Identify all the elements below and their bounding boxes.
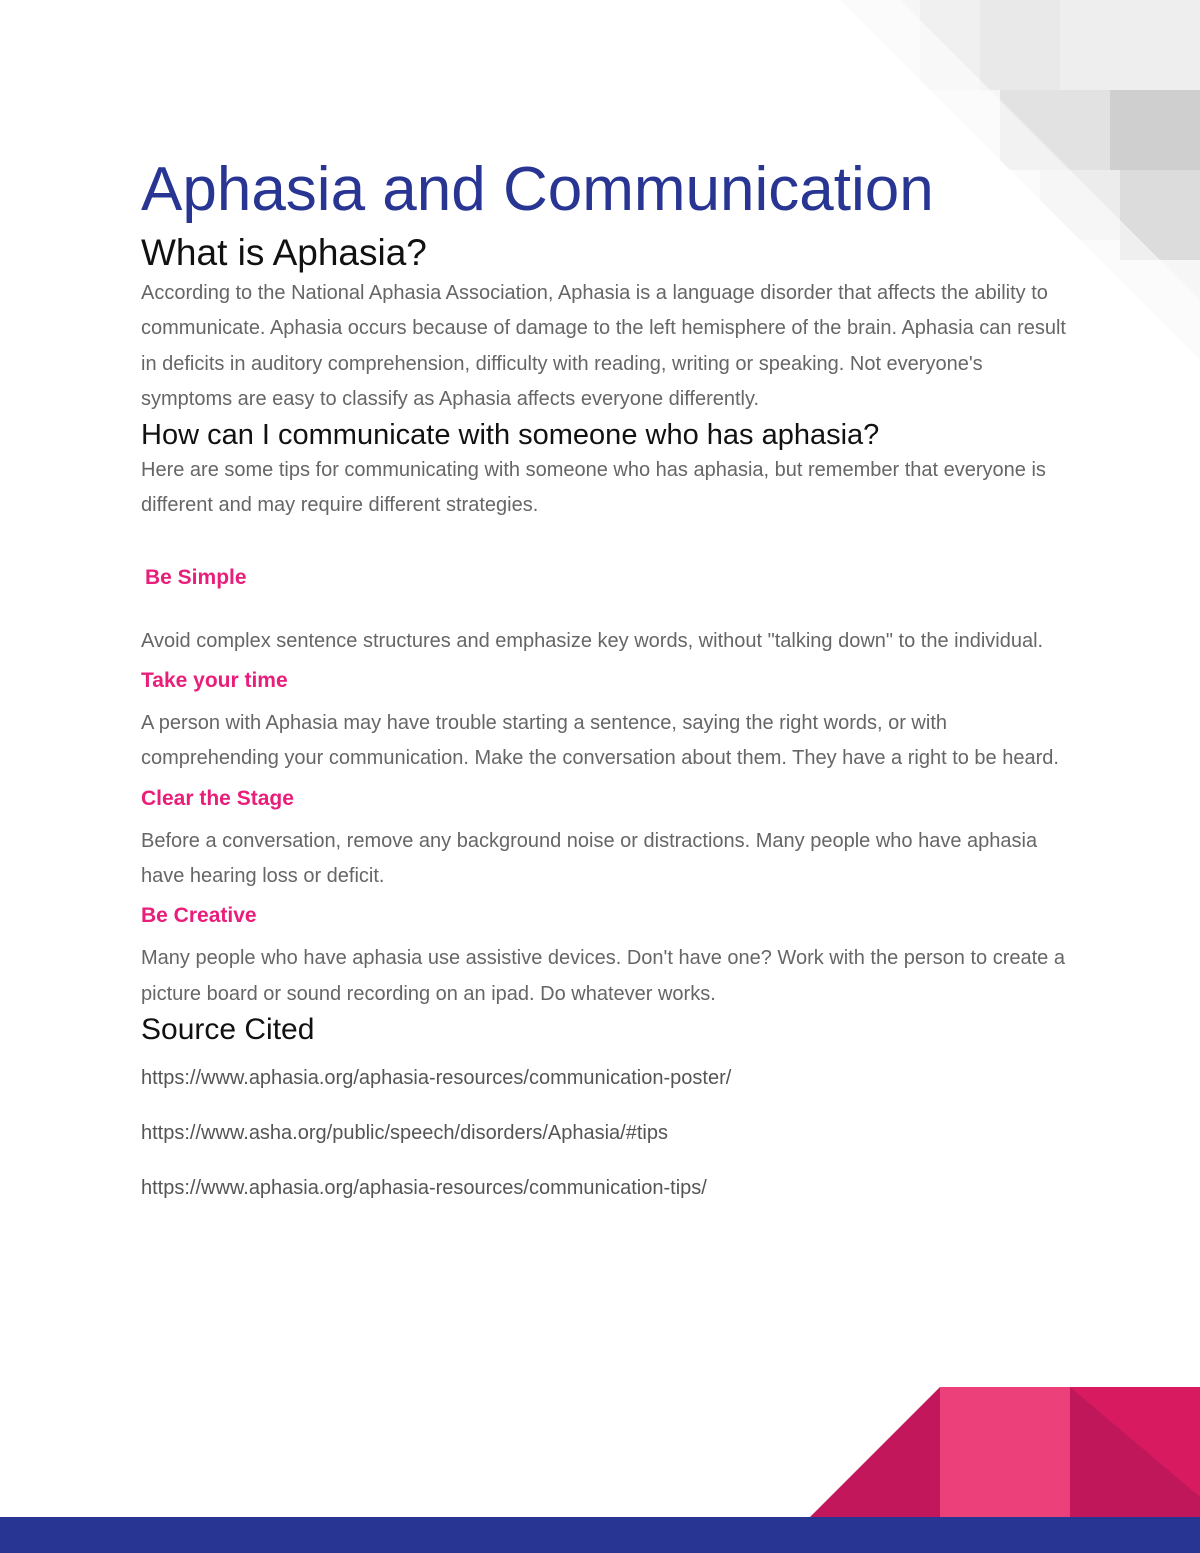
section-heading: How can I communicate with someone who has aphasia? xyxy=(141,419,880,452)
tip-heading: Take your time xyxy=(141,669,288,693)
tip-item xyxy=(141,902,1071,1012)
tip-item xyxy=(141,667,1071,777)
tip-item xyxy=(141,785,1071,895)
tip-text: Before a conversation, remove any background noise or distractions. Many people who have aphasia have hearing loss or deficit. xyxy=(141,829,1038,887)
source-link[interactable]: https://www.asha.org/public/speech/disorders/Aphasia/#tips xyxy=(141,1121,668,1144)
sources-list xyxy=(141,1064,1071,1202)
sources-section xyxy=(141,1012,1071,1202)
tip-heading: Clear the Stage xyxy=(141,786,294,810)
tip-item xyxy=(141,564,1071,659)
bottom-right-decoration xyxy=(810,1387,1200,1517)
tip-text: A person with Aphasia may have trouble starting a sentence, saying the right words, or with comprehending your communication. Make the conversation about them. They have a right to be heard. xyxy=(141,712,1059,770)
communication-tips-section xyxy=(141,417,1071,1012)
document-title: Aphasia and Communication xyxy=(141,155,934,224)
tips-list xyxy=(141,564,1071,1012)
section-paragraph: Here are some tips for communicating with someone who has aphasia, but remember that everyone is different and may require different strategies. xyxy=(141,459,1046,517)
tip-heading: Be Creative xyxy=(141,904,257,928)
tip-text: Many people who have aphasia use assistive devices. Don't have one? Work with the person to create a picture board or sound recording on an ipad. Do whatever works. xyxy=(141,947,1065,1005)
section-heading: What is Aphasia? xyxy=(141,232,427,273)
source-link[interactable]: https://www.aphasia.org/aphasia-resources/communication-poster/ xyxy=(141,1066,732,1089)
tip-text: Avoid complex sentence structures and emphasize key words, without "talking down" to the individual. xyxy=(141,629,1044,652)
what-is-aphasia-section xyxy=(141,230,1071,417)
section-paragraph: According to the National Aphasia Association, Aphasia is a language disorder that affects the ability to communicate. Aphasia occurs because of damage to the left hemisphere of the brain. Aphasia can result in deficits in auditory comprehension, difficulty with reading, writing or speaking. Not everyone's symptoms are easy to classify as Aphasia affects everyone differently. xyxy=(141,282,1066,410)
source-link[interactable]: https://www.aphasia.org/aphasia-resources/communication-tips/ xyxy=(141,1176,707,1199)
document-body xyxy=(141,150,1071,1229)
section-heading: Source Cited xyxy=(141,1012,315,1046)
footer-bar xyxy=(0,1517,1200,1553)
tip-heading: Be Simple xyxy=(145,565,247,589)
